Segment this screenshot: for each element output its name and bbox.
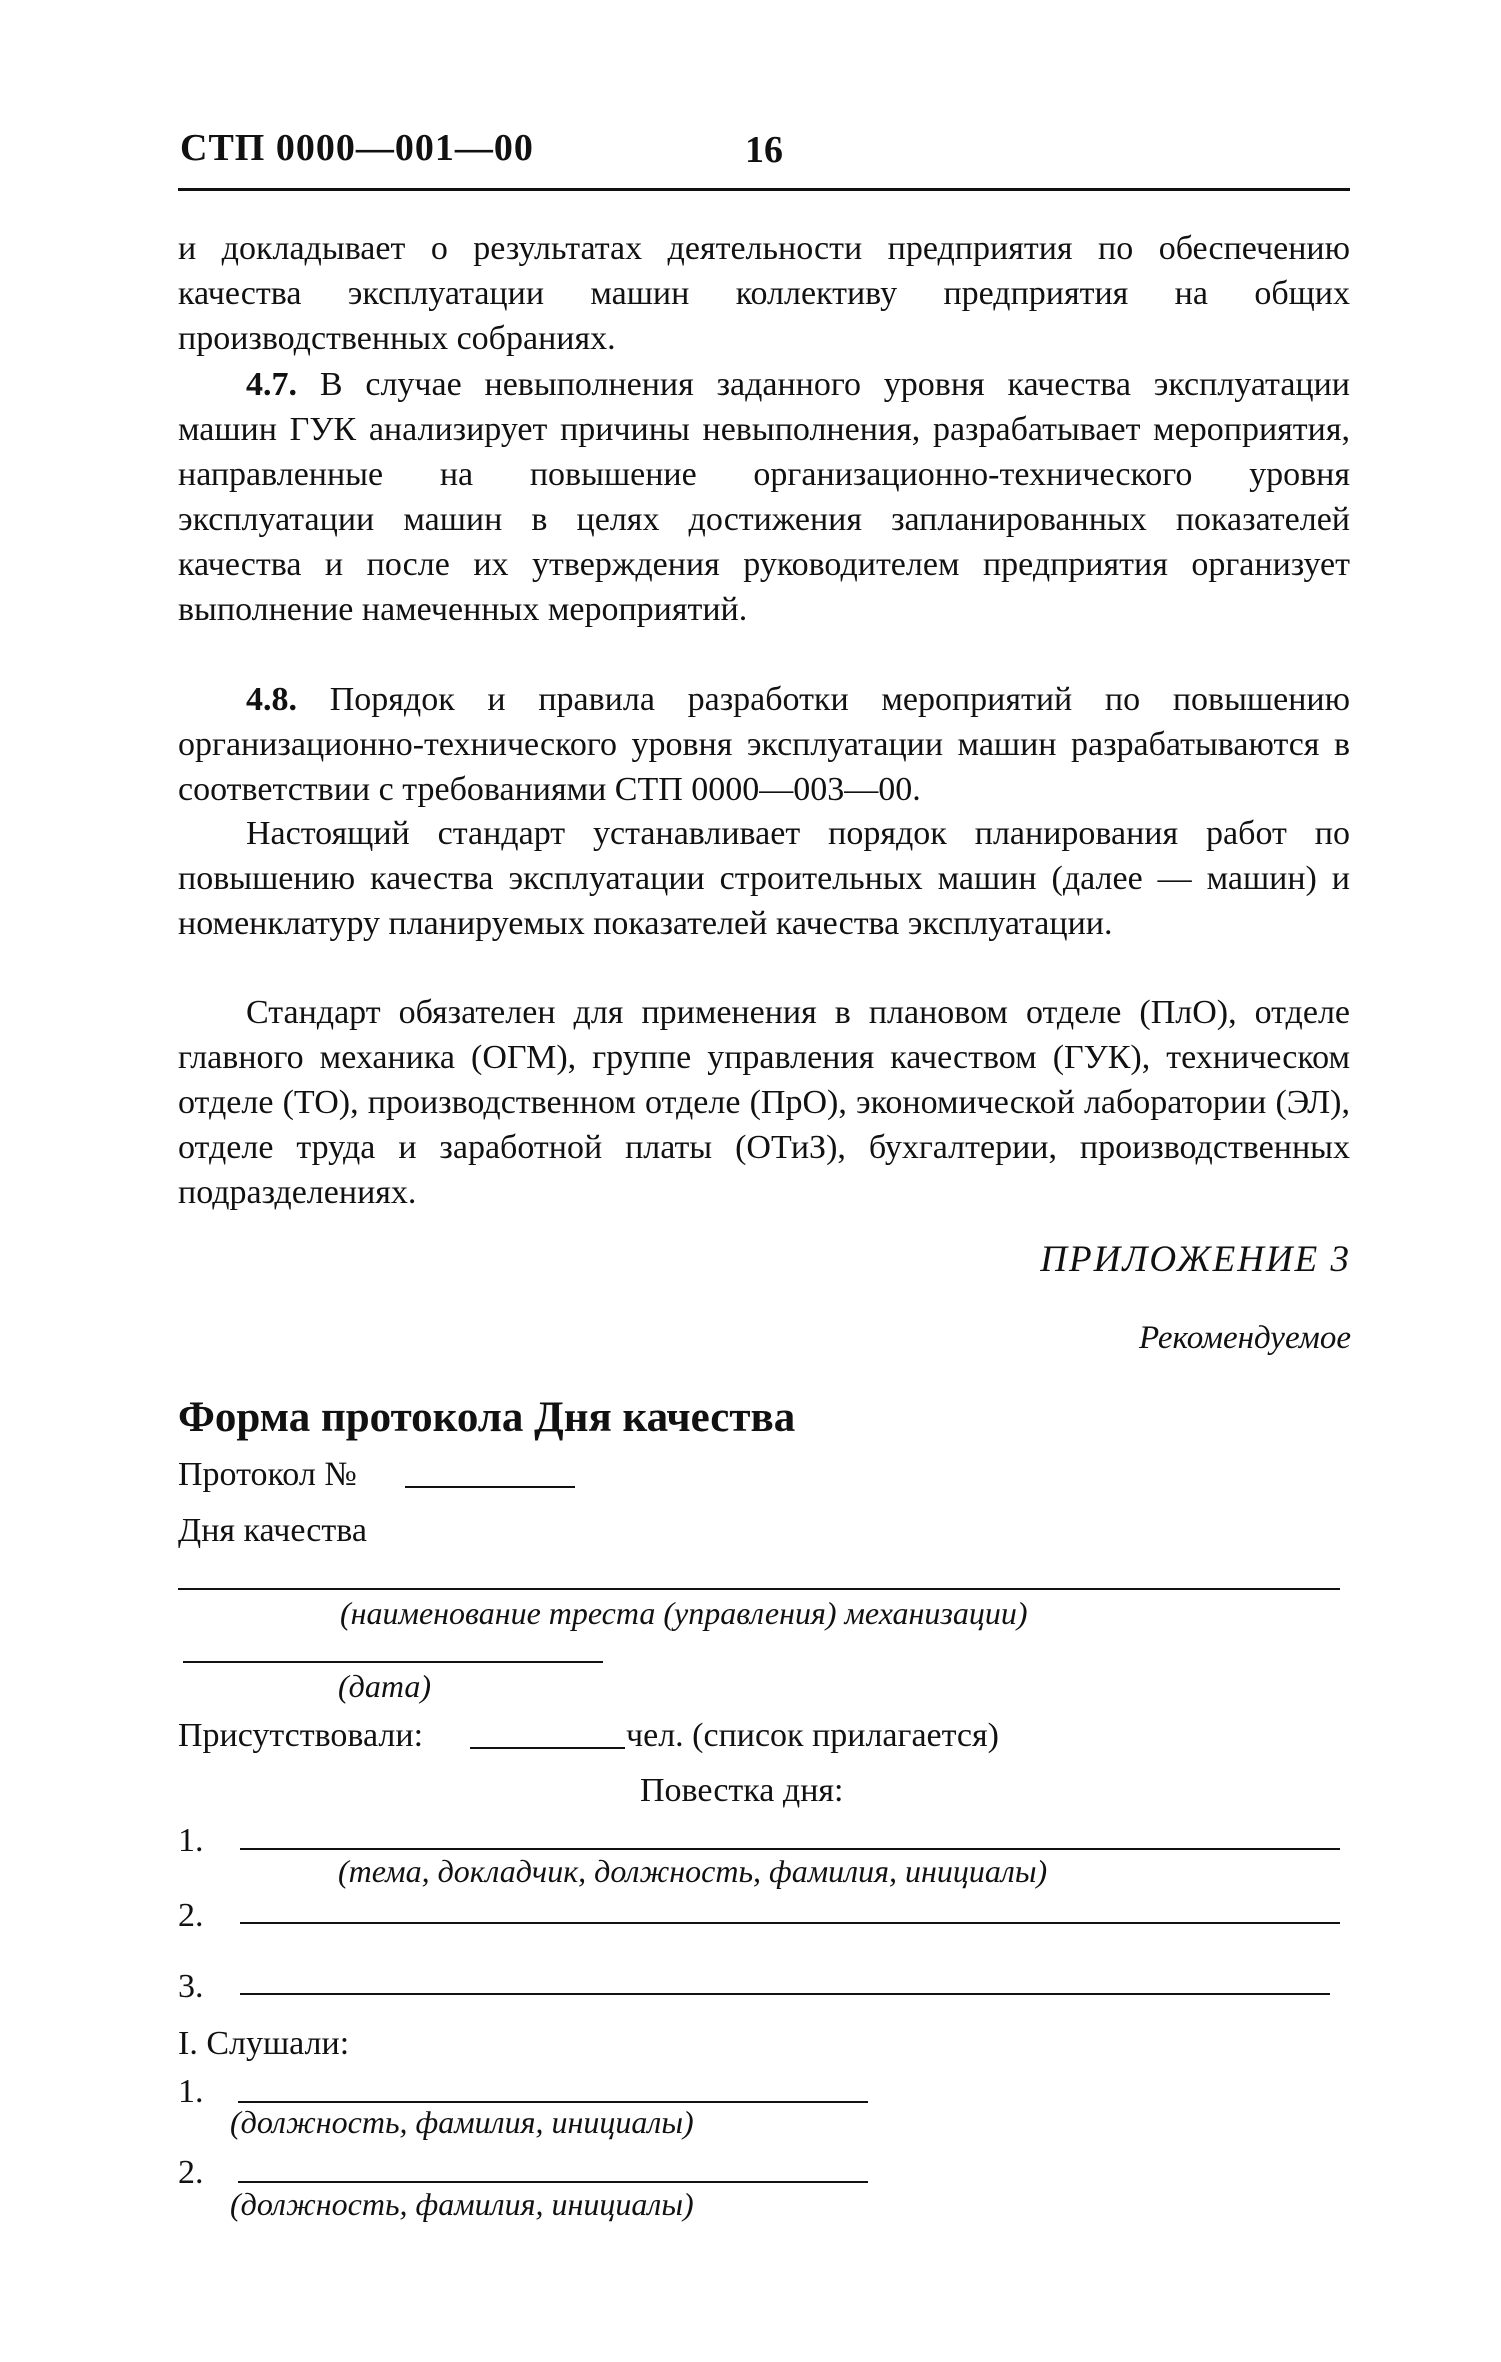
appendix-label: ПРИЛОЖЕНИЕ 3 [1040,1239,1351,1280]
heard-item-number: 2. [178,2154,204,2191]
trust-name-line [178,1588,1340,1590]
agenda-item-number: 3. [178,1968,204,2005]
section-number: 4.7. [246,366,297,403]
present-label: Присутствовали: [178,1717,424,1754]
heard-label: I. Слушали: [178,2025,350,2062]
heard-item-caption: (должность, фамилия, инициалы) [230,2104,694,2140]
date-line [183,1661,603,1663]
paragraph-text: Порядок и правила разработки мероприятий по повышению организационно-технического уровня эксплуатации машин разрабатываются в соответствии с требованиями СТП 0000—003—00. [178,681,1350,808]
form-title: Форма протокола Дня качества [178,1394,796,1441]
document-code: СТП 0000—001—00 [180,127,534,169]
protocol-number-label: Протокол № [178,1456,357,1493]
protocol-number-line [405,1486,575,1488]
appendix-status: Рекомендуемое [1138,1320,1351,1356]
header-rule [178,188,1350,191]
agenda-item-number: 2. [178,1897,204,1934]
heard-item-caption: (должность, фамилия, инициалы) [230,2186,694,2222]
trust-name-caption: (наименование треста (управления) механизации) [340,1595,1028,1631]
paragraph-text: В случае невыполнения заданного уровня качества эксплуатации машин ГУК анализирует причины невыполнения, разрабатывает мероприятия, направленные на повышение организационно-технического уровня эксплуатации машин в целях достижения запланированных показателей качества и после их утверждения руководителем предприятия организует выполнение намеченных мероприятий. [178,366,1351,628]
heard-item-number: 1. [178,2073,204,2110]
agenda-item-number: 1. [178,1822,204,1859]
present-count-line [470,1747,625,1749]
paragraph-4-8 [178,677,1350,812]
section-number: 4.8. [246,681,297,718]
agenda-item-line [240,1993,1330,1995]
agenda-label: Повестка дня: [640,1772,844,1809]
day-of-quality-label: Дня качества [178,1512,367,1549]
paragraph-continuation: и докладывает о результатах деятельности предприятия по обеспечению качества эксплуатации машин коллективу предприятия на общих производственных собраниях. [178,230,1350,357]
paragraph-4-7 [178,362,1350,632]
date-caption: (дата) [338,1668,431,1704]
agenda-item-line [240,1848,1340,1850]
heard-item-line [238,2101,868,2103]
agenda-item-caption: (тема, докладчик, должность, фамилия, инициалы) [338,1853,1048,1889]
heard-item-line [238,2181,868,2183]
agenda-item-line [240,1922,1340,1924]
present-suffix: чел. (список прилагается) [626,1717,999,1754]
paragraph-scope: Настоящий стандарт устанавливает порядок планирования работ по повышению качества эксплуатации строительных машин (далее — машин) и номенклатуру планируемых показателей качества эксплуатации. [178,815,1350,942]
page-number: 16 [745,129,783,171]
paragraph-applicability: Стандарт обязателен для применения в плановом отделе (ПлО), отделе главного механика (ОГМ), группе управления качеством (ГУК), техническом отделе (ТО), производственном отделе (ПрО), экономической лаборатории (ЭЛ), отделе труда и заработной платы (ОТиЗ), бухгалтерии, производственных подразделениях. [178,994,1350,1211]
